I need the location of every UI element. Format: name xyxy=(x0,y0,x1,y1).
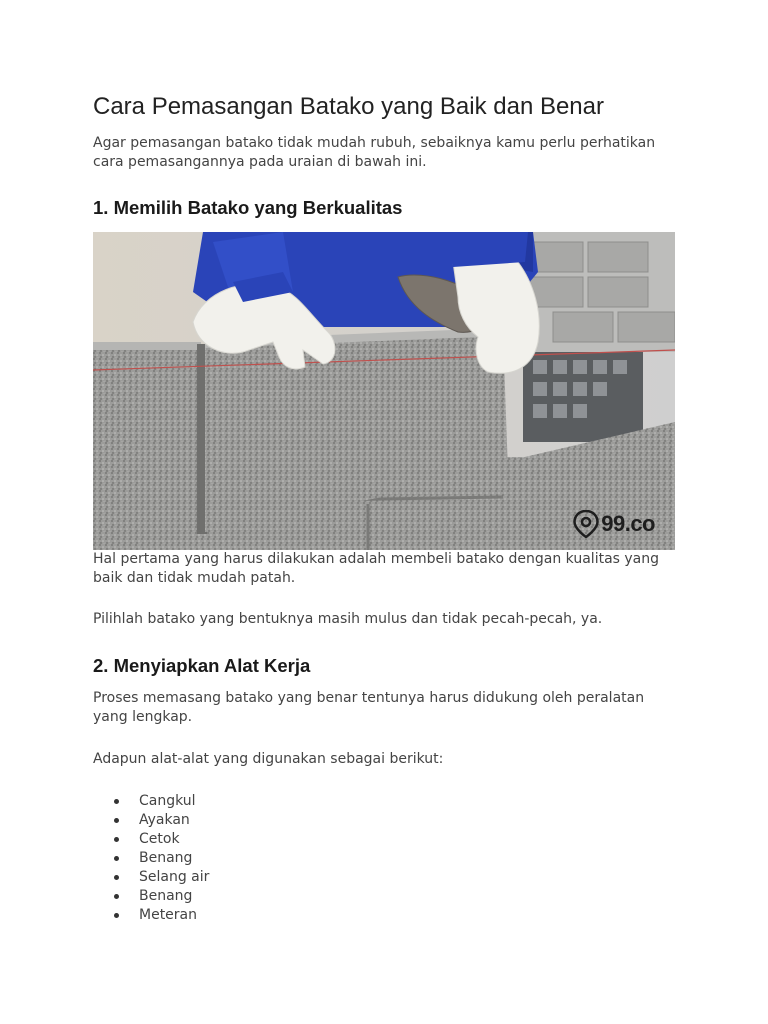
section-2-paragraph-2: Adapun alat-alat yang digunakan sebagai berikut: xyxy=(93,751,444,767)
section-1-paragraph-1: Hal pertama yang harus dilakukan adalah membeli batako dengan kualitas yang baik dan tidak mudah patah. xyxy=(93,551,660,586)
list-item: Ayakan xyxy=(93,811,209,830)
brand-logo-text: 99.co xyxy=(601,511,655,536)
bullet-icon xyxy=(114,913,119,918)
tools-list xyxy=(93,792,209,925)
bricklaying-photo xyxy=(93,232,675,550)
section-1-paragraph-2: Pilihlah batako yang bentuknya masih mulus dan tidak pecah-pecah, ya. xyxy=(93,611,603,627)
list-item: Cetok xyxy=(93,830,209,849)
intro-paragraph: Agar pemasangan batako tidak mudah rubuh, sebaiknya kamu perlu perhatikan cara pemasangannya pada uraian di bawah ini. xyxy=(93,135,656,170)
page-title: Cara Pemasangan Batako yang Baik dan Benar xyxy=(93,93,604,120)
bricklaying-illustration xyxy=(93,232,675,550)
section-1-heading: 1. Memilih Batako yang Berkualitas xyxy=(93,197,403,218)
location-pin-icon xyxy=(573,510,599,538)
list-item: Benang xyxy=(93,849,209,868)
section-2-heading: 2. Menyiapkan Alat Kerja xyxy=(93,655,311,676)
brand-watermark xyxy=(573,510,655,538)
bullet-icon xyxy=(114,837,119,842)
section-2-paragraph-1: Proses memasang batako yang benar tentunya harus didukung oleh peralatan yang lengkap. xyxy=(93,690,645,725)
list-item: Selang air xyxy=(93,868,209,887)
bullet-icon xyxy=(114,856,119,861)
list-item: Cangkul xyxy=(93,792,209,811)
bullet-icon xyxy=(114,799,119,804)
list-item: Meteran xyxy=(93,906,209,925)
bullet-icon xyxy=(114,894,119,899)
bullet-icon xyxy=(114,875,119,880)
bullet-icon xyxy=(114,818,119,823)
list-item: Benang xyxy=(93,887,209,906)
